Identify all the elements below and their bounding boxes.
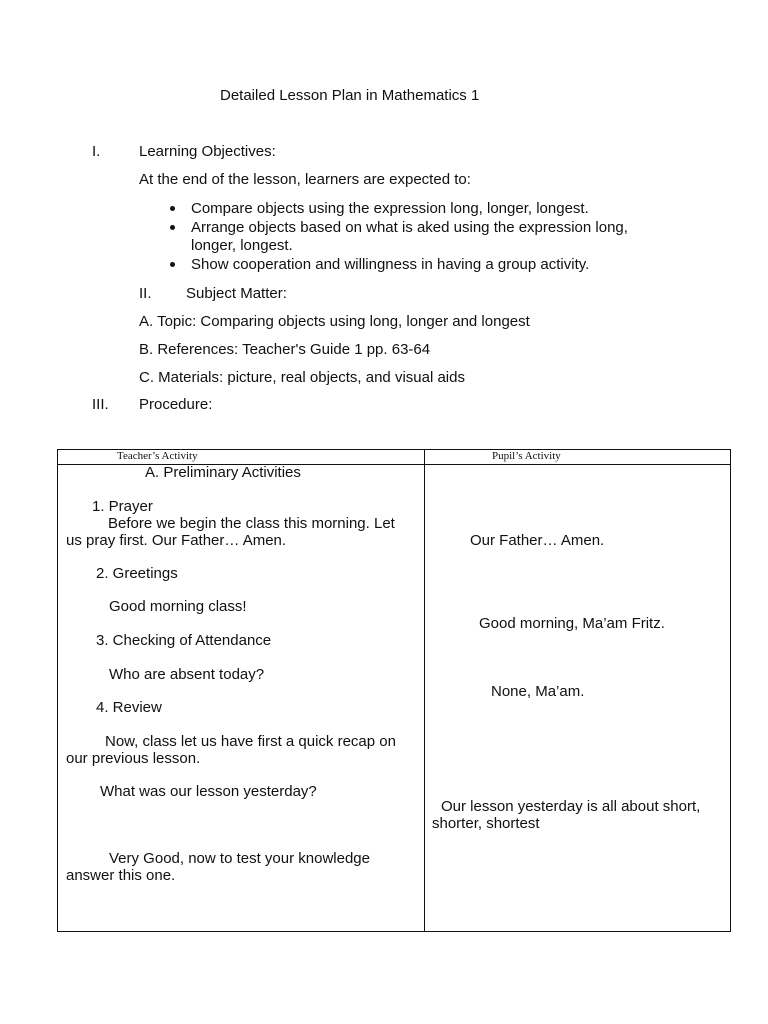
subject-topic: A. Topic: Comparing objects using long, longer and longest <box>139 313 530 330</box>
greetings-heading: 2. Greetings <box>96 565 178 582</box>
objective-item: Show cooperation and willingness in having a group activity. <box>191 256 590 273</box>
prayer-heading: 1. Prayer <box>92 498 153 515</box>
review-text-continuation: our previous lesson. <box>66 750 201 767</box>
attendance-response: None, Ma’am. <box>491 683 585 700</box>
closing-text-continuation: answer this one. <box>66 867 176 884</box>
bullet-icon <box>170 206 175 211</box>
review-text: Now, class let us have first a quick recap on <box>105 733 396 750</box>
attendance-heading: 3. Checking of Attendance <box>96 632 272 649</box>
review-heading: 4. Review <box>96 699 162 716</box>
review-response: Our lesson yesterday is all about short, <box>441 798 701 815</box>
document-title: Detailed Lesson Plan in Mathematics 1 <box>220 87 480 104</box>
prayer-response: Our Father… Amen. <box>470 532 605 549</box>
attendance-text: Who are absent today? <box>109 666 265 683</box>
prayer-text-continuation: us pray first. Our Father… Amen. <box>66 532 287 549</box>
objective-item: Arrange objects based on what is aked using the expression long, <box>191 219 628 236</box>
greeting-response: Good morning, Ma’am Fritz. <box>479 615 665 632</box>
column-divider <box>424 450 425 931</box>
bullet-icon <box>170 262 175 267</box>
closing-text: Very Good, now to test your knowledge <box>109 850 370 867</box>
pupil-activity-header: Pupil’s Activity <box>492 450 561 462</box>
objective-item: Compare objects using the expression long, longer, longest. <box>191 200 589 217</box>
objective-item-continuation: longer, longest. <box>191 237 293 254</box>
section-3-numeral: III. <box>92 396 109 413</box>
greetings-text: Good morning class! <box>109 598 247 615</box>
section-2-heading: Subject Matter: <box>186 285 287 302</box>
subject-references: B. References: Teacher's Guide 1 pp. 63-64 <box>139 341 431 358</box>
bullet-icon <box>170 225 175 230</box>
section-2-numeral: II. <box>139 285 152 302</box>
section-1-intro: At the end of the lesson, learners are expected to: <box>139 171 471 188</box>
preliminary-activities-heading: A. Preliminary Activities <box>145 464 301 481</box>
section-1-numeral: I. <box>92 143 101 160</box>
review-question: What was our lesson yesterday? <box>100 783 317 800</box>
prayer-text: Before we begin the class this morning. Let <box>108 515 395 532</box>
subject-materials: C. Materials: picture, real objects, and visual aids <box>139 369 465 386</box>
section-3-heading: Procedure: <box>139 396 213 413</box>
activity-table <box>57 449 731 932</box>
teacher-activity-header: Teacher’s Activity <box>117 450 198 462</box>
review-response-continuation: shorter, shortest <box>432 815 540 832</box>
section-1-heading: Learning Objectives: <box>139 143 276 160</box>
